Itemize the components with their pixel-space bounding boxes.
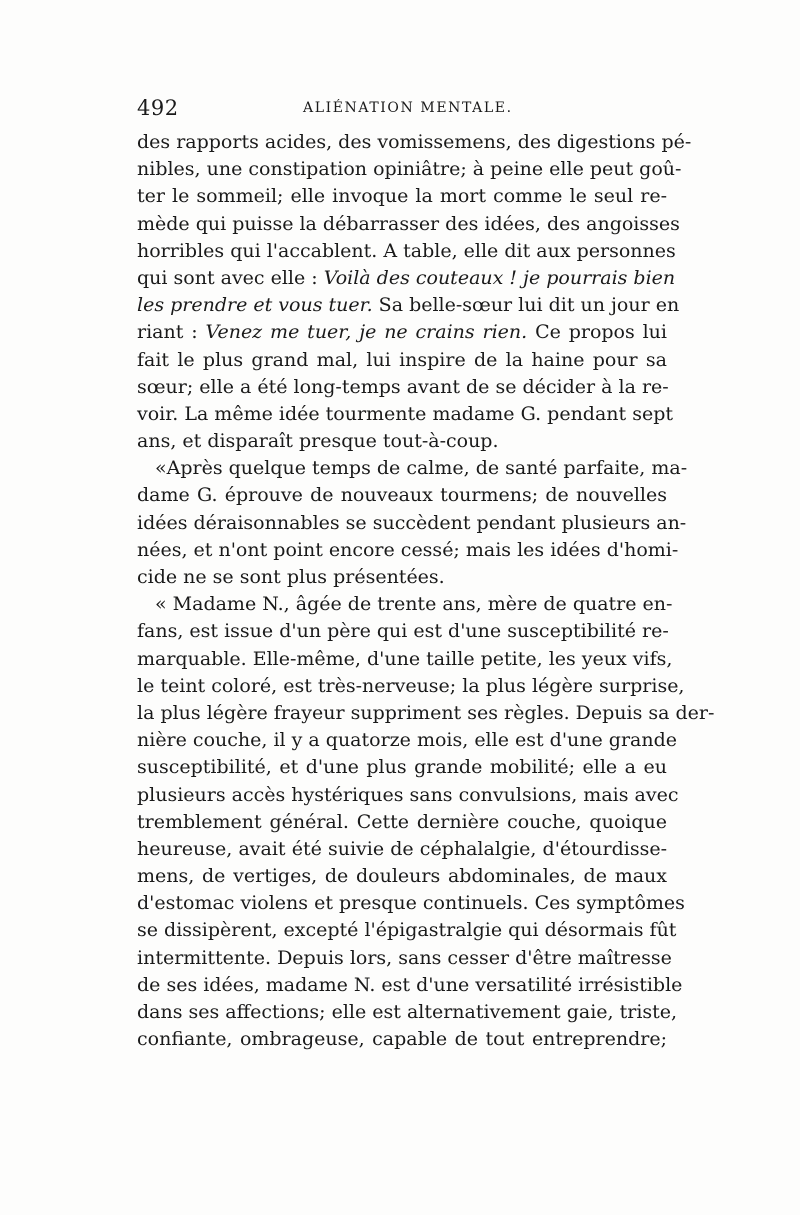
text-line: de ses idées, madame N. est d'une versatilité irrésistible: [137, 973, 683, 996]
text-line: idées déraisonnables se succèdent pendant plusieurs an-: [137, 511, 687, 534]
text-line-paragraph-start: « Madame N., âgée de trente ans, mère de quatre en-: [155, 593, 673, 616]
text-line: la plus légère frayeur suppriment ses règles. Depuis sa der-: [137, 701, 715, 724]
text-line: horribles qui l'accablent. A table, elle dit aux personnes: [137, 239, 676, 262]
italic-quote: Venez me tuer, je ne crains rien.: [205, 321, 528, 344]
text-line-paragraph-start: «Après quelque temps de calme, de santé parfaite, ma-: [155, 457, 688, 480]
text-line: marquable. Elle-même, d'une taille petite, les yeux vifs,: [137, 647, 673, 670]
text-line: se dissipèrent, excepté l'épigastralgie qui désormais fût: [137, 919, 677, 942]
italic-quote: les prendre et vous tuer.: [137, 294, 373, 317]
text-line-paragraph-end: ans, et disparaît presque tout-à-coup.: [137, 430, 499, 453]
text-line: nées, et n'ont point encore cessé; mais les idées d'homi-: [137, 538, 679, 561]
text-line: fait le plus grand mal, lui inspire de la haine pour sa: [137, 348, 667, 371]
page-number: 492: [137, 96, 179, 120]
text-line: nibles, une constipation opiniâtre; à peine elle peut goû-: [137, 158, 682, 181]
running-head: [137, 96, 667, 120]
text-line: intermittente. Depuis lors, sans cesser d'être maîtresse: [137, 946, 672, 969]
text-line: mède qui puisse la débarrasser des idées, des angoisses: [137, 212, 680, 235]
running-title: ALIÉNATION MENTALE.: [303, 100, 513, 116]
text-line: des rapports acides, des vomissemens, des digestions pé-: [137, 131, 692, 153]
text-line: confiante, ombrageuse, capable de tout entreprendre;: [137, 1028, 667, 1051]
text-line: le teint coloré, est très-nerveuse; la plus légère surprise,: [137, 674, 685, 697]
text-segment: Sa belle-sœur lui dit un jour en: [372, 294, 680, 317]
text-line: ter le sommeil; elle invoque la mort comme le seul re-: [137, 185, 667, 208]
text-line-paragraph-end: cide ne se sont plus présentées.: [137, 566, 445, 588]
italic-quote: Voilà des couteaux ! je pourrais bien: [323, 266, 676, 289]
text-line: mens, de vertiges, de douleurs abdominales, de maux: [137, 865, 667, 888]
text-line: dame G. éprouve de nouveaux tourmens; de nouvelles: [137, 484, 667, 507]
text-segment: Ce propos lui: [527, 321, 667, 344]
text-line-mixed: [137, 319, 667, 346]
text-line: sœur; elle a été long-temps avant de se décider à la re-: [137, 375, 669, 398]
body-text: [137, 129, 715, 1053]
text-line-mixed: [137, 292, 680, 319]
text-line: plusieurs accès hystériques sans convulsions, mais avec: [137, 783, 679, 806]
text-segment: qui sont avec elle :: [137, 266, 324, 289]
text-line: nière couche, il y a quatorze mois, elle est d'une grande: [137, 729, 678, 752]
text-line: voir. La même idée tourmente madame G. pendant sept: [137, 402, 673, 425]
text-line: heureuse, avait été suivie de céphalalgie, d'étourdisse-: [137, 837, 667, 860]
text-line: susceptibilité, et d'une plus grande mobilité; elle a eu: [137, 756, 667, 779]
text-line: dans ses affections; elle est alternativement gaie, triste,: [137, 1001, 678, 1023]
text-segment: riant :: [137, 321, 206, 344]
text-line: fans, est issue d'un père qui est d'une susceptibilité re-: [137, 620, 669, 643]
text-line: tremblement général. Cette dernière couche, quoique: [137, 810, 667, 833]
text-line-mixed: [137, 265, 676, 292]
text-line: d'estomac violens et presque continuels. Ces symptômes: [137, 892, 685, 915]
